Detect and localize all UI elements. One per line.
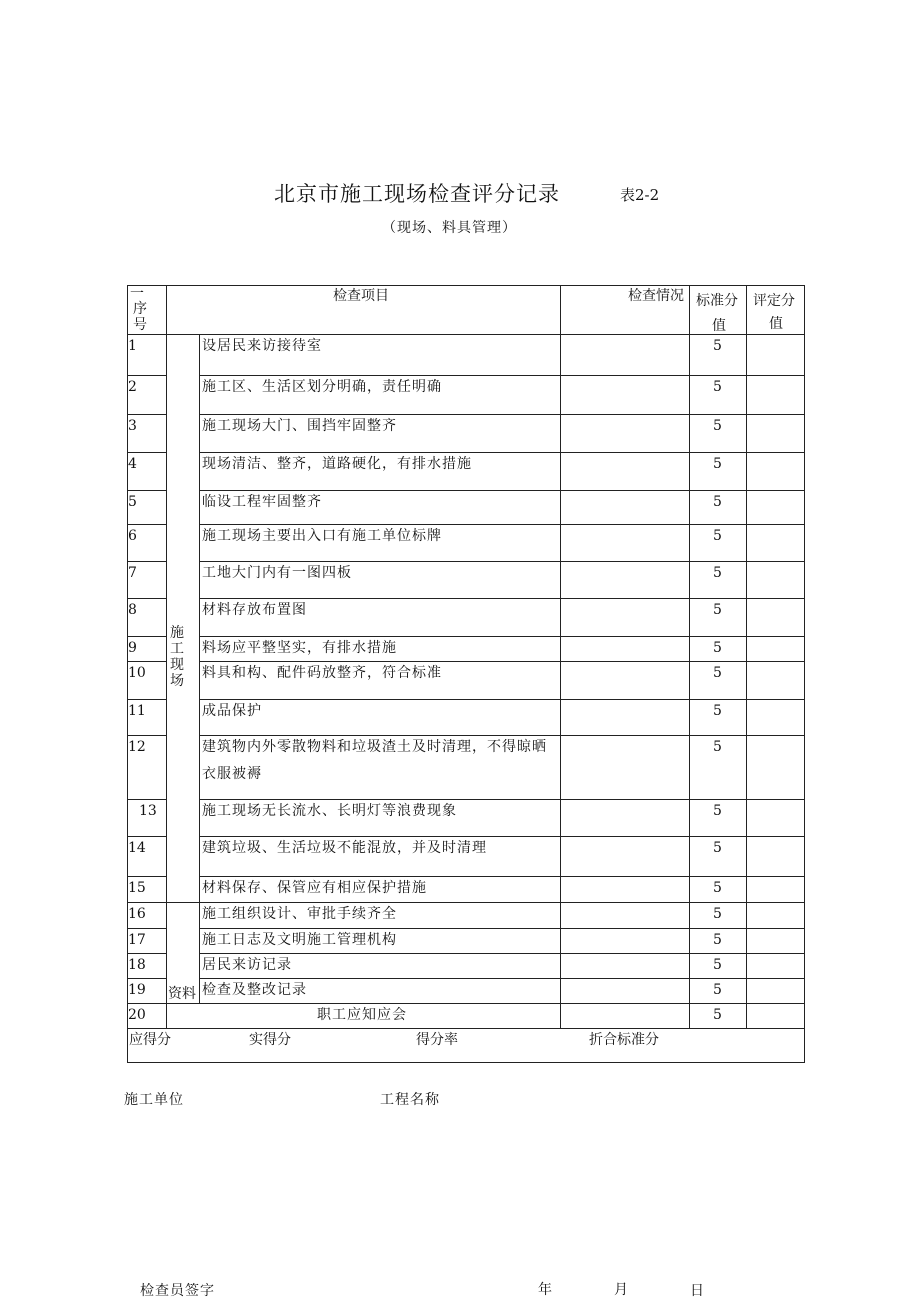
- date-year-label: 年: [538, 1282, 553, 1298]
- row-std-score: 5: [713, 803, 722, 819]
- row-rule-seq: [127, 836, 167, 837]
- row-item: 检查及整改记录: [202, 982, 307, 998]
- row-item: 建筑垃圾、生活垃圾不能混放，并及时清理: [202, 840, 487, 856]
- row-item: 施工组织设计、审批手续齐全: [202, 906, 397, 922]
- row-seq: 16: [128, 906, 146, 922]
- row-seq: 12: [128, 739, 146, 755]
- group-site-char-1: 施: [170, 625, 184, 641]
- row-std-score: 5: [713, 338, 722, 354]
- std-score-header: 标准分: [696, 293, 738, 309]
- row-item: 工地大门内有一图四板: [202, 565, 352, 581]
- row-rule: [127, 1003, 805, 1004]
- row-seq: 14: [128, 840, 146, 856]
- row-seq: 2: [128, 379, 137, 395]
- row-item: 设居民来访接待室: [202, 338, 322, 354]
- row-rule: [199, 375, 805, 376]
- date-day-label: 日: [690, 1283, 705, 1299]
- row-seq: 13: [139, 803, 157, 819]
- row-std-score: 5: [713, 665, 722, 681]
- row-std-score: 5: [713, 840, 722, 856]
- row-seq: 18: [128, 957, 146, 973]
- page-subtitle: （现场、料具管理）: [382, 220, 517, 236]
- row-seq: 15: [128, 880, 146, 896]
- std-score-header-2: 值: [712, 318, 726, 334]
- row-seq: 11: [128, 703, 146, 719]
- row-item: 临设工程牢固整齐: [202, 494, 322, 510]
- seq-header: 序: [133, 301, 147, 317]
- row-item: 料具和构、配件码放整齐，符合标准: [202, 665, 442, 681]
- row-item: 居民来访记录: [202, 957, 292, 973]
- table-right-border: [804, 285, 805, 1063]
- row-std-score: 5: [713, 932, 722, 948]
- row-std-score: 5: [713, 640, 722, 656]
- row-rule: [199, 561, 805, 562]
- row-rule: [199, 636, 805, 637]
- row-rule-seq: [127, 598, 167, 599]
- row-rule-seq: [127, 953, 167, 954]
- row-rule: [199, 414, 805, 415]
- row-seq: 4: [128, 456, 137, 472]
- rated-column-rule: [746, 285, 747, 1029]
- row-rule-seq: [127, 661, 167, 662]
- row-rule-seq: [127, 799, 167, 800]
- row-item: 施工现场主要出入口有施工单位标牌: [202, 528, 442, 544]
- summary-due: 应得分: [129, 1032, 171, 1048]
- row-std-score: 5: [713, 906, 722, 922]
- header-bottom-rule: [127, 334, 805, 335]
- row-rule: [199, 524, 805, 525]
- row-item: 职工应知应会: [317, 1007, 407, 1023]
- row-seq: 1: [128, 338, 137, 354]
- row-rule-seq: [127, 375, 167, 376]
- row-rule: [199, 836, 805, 837]
- row-rule: [199, 598, 805, 599]
- situation-header: 检查情况: [628, 288, 684, 304]
- row-item: 施工现场大门、围挡牢固整齐: [202, 418, 397, 434]
- row-rule: [199, 953, 805, 954]
- group-column-rule: [199, 334, 200, 1004]
- table-bottom-border: [127, 1062, 805, 1063]
- row-seq: 20: [128, 1007, 146, 1023]
- row-rule-seq: [127, 636, 167, 637]
- row-rule-seq: [127, 735, 167, 736]
- row-seq: 9: [128, 640, 137, 656]
- page-title: 北京市施工现场检查评分记录: [274, 182, 560, 206]
- row-std-score: 5: [713, 602, 722, 618]
- row-item: 施工现场无长流水、长明灯等浪费现象: [202, 803, 457, 819]
- row-seq: 5: [128, 494, 137, 510]
- seq-header-2: 号: [133, 317, 147, 333]
- rated-score-header-2: 值: [769, 316, 783, 332]
- row-seq: 17: [128, 932, 146, 948]
- rated-score-header: 评定分: [753, 293, 795, 309]
- summary-rate: 得分率: [416, 1032, 458, 1048]
- row-std-score: 5: [713, 565, 722, 581]
- summary-top-rule: [127, 1028, 805, 1029]
- row-rule: [199, 799, 805, 800]
- row-rule: [199, 661, 805, 662]
- row-std-score: 5: [713, 957, 722, 973]
- row-std-score: 5: [713, 379, 722, 395]
- row-std-score: 5: [713, 494, 722, 510]
- row-seq: 3: [128, 418, 137, 434]
- row-item-line-2: 衣服被褥: [202, 766, 262, 782]
- summary-converted: 折合标准分: [589, 1032, 659, 1048]
- date-month-label: 月: [614, 1282, 629, 1298]
- row-std-score: 5: [713, 739, 722, 755]
- row-item: 材料存放布置图: [202, 602, 307, 618]
- seq-column-rule: [166, 285, 167, 1029]
- row-std-score: 5: [713, 418, 722, 434]
- row-rule-seq: [127, 524, 167, 525]
- row-rule: [199, 735, 805, 736]
- row-item: 施工区、生活区划分明确，责任明确: [202, 379, 442, 395]
- item-header: 检查项目: [333, 288, 389, 304]
- group-site-char-3: 现: [170, 657, 184, 673]
- group-site-label: [169, 625, 185, 689]
- row-rule: [199, 452, 805, 453]
- row-std-score: 5: [713, 528, 722, 544]
- construction-unit-label: 施工单位: [124, 1092, 184, 1108]
- row-rule-seq: [127, 876, 167, 877]
- row-rule: [199, 978, 805, 979]
- row-rule: [199, 876, 805, 877]
- item-column-rule: [560, 285, 561, 1029]
- row-rule-seq: [127, 490, 167, 491]
- row-rule: [127, 902, 805, 903]
- summary-actual: 实得分: [249, 1032, 291, 1048]
- row-rule: [199, 928, 805, 929]
- row-rule-seq: [127, 452, 167, 453]
- row-item: 现场清洁、整齐，道路硬化，有排水措施: [202, 456, 472, 472]
- inspector-signature-label: 检查员签字: [140, 1283, 215, 1299]
- group-docs-label: 资料: [168, 986, 196, 1002]
- row-rule-seq: [127, 414, 167, 415]
- row-seq: 10: [128, 665, 146, 681]
- std-column-rule: [689, 285, 690, 1029]
- row-item: 建筑物内外零散物料和垃圾渣土及时清理，不得晾晒: [202, 739, 547, 755]
- row-std-score: 5: [713, 1007, 722, 1023]
- row-item: 材料保存、保管应有相应保护措施: [202, 880, 427, 896]
- row-rule-seq: [127, 699, 167, 700]
- row-rule-seq: [127, 978, 167, 979]
- row-rule: [199, 699, 805, 700]
- seq-header-dash: 一: [130, 286, 144, 302]
- row-std-score: 5: [713, 880, 722, 896]
- row-rule: [199, 490, 805, 491]
- group-site-char-4: 场: [170, 673, 184, 689]
- row-item: 料场应平整坚实，有排水措施: [202, 640, 397, 656]
- row-item: 施工日志及文明施工管理机构: [202, 932, 397, 948]
- row-std-score: 5: [713, 982, 722, 998]
- row-seq: 7: [128, 565, 137, 581]
- row-seq: 19: [128, 982, 146, 998]
- group-site-char-2: 工: [170, 641, 184, 657]
- project-name-label: 工程名称: [380, 1092, 440, 1108]
- row-rule-seq: [127, 561, 167, 562]
- table-number: 表2-2: [620, 186, 660, 204]
- row-std-score: 5: [713, 456, 722, 472]
- row-seq: 8: [128, 602, 137, 618]
- row-seq: 6: [128, 528, 137, 544]
- row-item: 成品保护: [202, 703, 262, 719]
- table-top-border: [127, 285, 805, 286]
- row-rule-seq: [127, 928, 167, 929]
- row-std-score: 5: [713, 703, 722, 719]
